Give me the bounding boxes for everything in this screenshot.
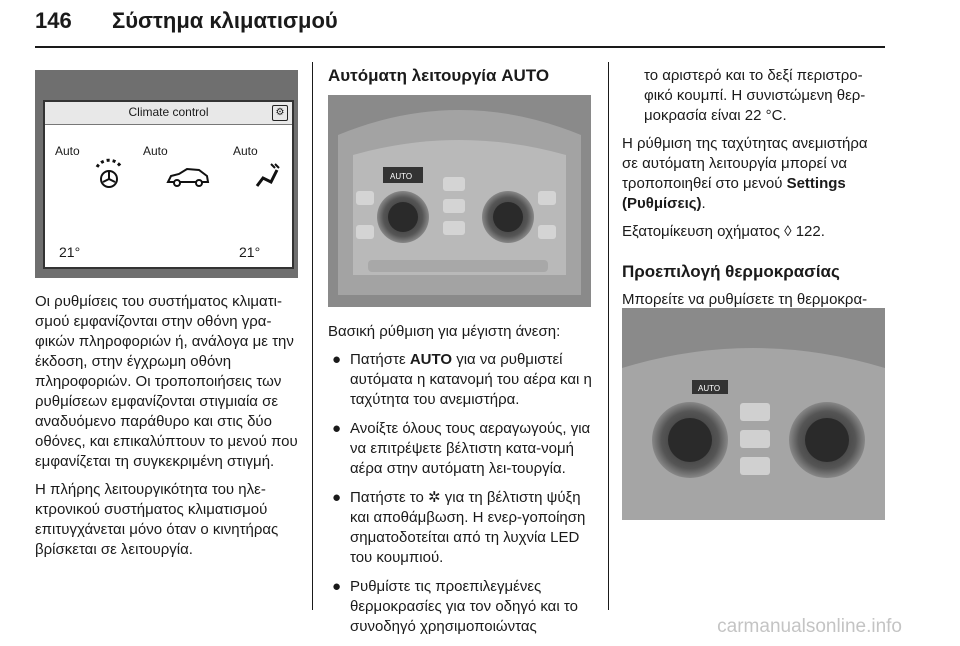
control-panel-photo <box>328 95 591 307</box>
column-divider <box>608 62 609 610</box>
climate-screen-illustration <box>35 70 298 278</box>
continued-paragraph: το αριστερό και το δεξί περιστρο-φικό κουμπί. Η συνιστώμενη θερ-μοκρασία είναι 22 °C. <box>644 67 866 124</box>
page-reference-icon: ◊ <box>784 223 792 240</box>
list-text: Πατήστε <box>350 351 410 368</box>
paragraph-text: Μπορείτε να ρυθμίσετε τη θερμοκρα- <box>622 291 868 308</box>
section-heading-temperature-preset: Προεπιλογή θερμοκρασίας <box>622 262 840 281</box>
column-divider <box>312 62 313 610</box>
climate-screen <box>43 100 294 269</box>
screen-title: Climate control <box>128 105 209 119</box>
list-text: Πατήστε το <box>350 489 429 506</box>
paragraph-text: . <box>701 195 706 212</box>
screen-title-bar <box>45 102 292 125</box>
personalisation-reference <box>622 222 885 242</box>
page-title: Σύστημα κλιματισμού <box>112 8 338 33</box>
auto-button-label: AUTO <box>390 172 413 181</box>
list-item <box>328 350 598 410</box>
auto-button-label: AUTO <box>698 384 721 393</box>
auto-fan-label: Auto <box>55 144 80 158</box>
temperature-right: 21° <box>239 244 261 260</box>
column-2 <box>328 322 598 646</box>
control-panel-photo-2 <box>622 308 885 520</box>
auto-intro: Βασική ρύθμιση για μέγιστη άνεση: <box>328 323 561 340</box>
climate-panel-illustration <box>328 95 591 307</box>
ac-snowflake-icon: ✲ <box>428 489 441 506</box>
list-text: Ρυθμίστε τις προεπιλεγμένες θερμοκρασίες για τον οδηγό και το συνοδηγό χρησιμοποιώντας <box>350 578 578 635</box>
section-heading-auto-mode: Αυτόματη λειτουργία AUTO <box>328 66 550 85</box>
header-rule <box>35 46 885 48</box>
temperature-left: 21° <box>59 244 81 260</box>
bullet-icon: ● <box>332 351 342 368</box>
auto-steps-list <box>328 350 598 637</box>
seat-airflow-icon <box>253 160 283 190</box>
list-text: Ανοίξτε όλους τους αεραγωγούς, για να επιτρέψετε βέλτιστη κατα-νομή αέρα στην αυτόματη λει-τουργία. <box>350 420 591 477</box>
paragraph-text: Εξατομίκευση οχήματος <box>622 223 785 240</box>
fan-speed-icon <box>91 157 127 191</box>
bullet-icon: ● <box>332 489 342 506</box>
page-number: 146 <box>35 8 72 33</box>
column-1 <box>35 292 300 568</box>
list-item <box>328 577 598 637</box>
paragraph-text: Η ρύθμιση της ταχύτητας ανεμιστήρα σε αυτόματη λειτουργία μπορεί να τροποποιηθεί στο μενού <box>622 135 868 192</box>
list-item <box>328 488 598 568</box>
auto-distribution-label: Auto <box>143 144 168 158</box>
list-text: για να ρυθμιστεί αυτόματα η κατανομή του αέρα και η ταχύτητα του ανεμιστήρα. <box>350 351 592 408</box>
watermark: carmanualsonline.info <box>717 616 902 637</box>
auto-seat-label: Auto <box>233 144 258 158</box>
settings-menu-label: Settings (Ρυθμίσεις) <box>622 175 846 212</box>
intro-paragraph: Οι ρυθμίσεις του συστήματος κλιματι-σμού εμφανίζονται στην οθόνη γρα-φικών πληροφοριών ή, ανάλογα με την έκδοση, στην έγχρωμη οθόνη πληροφοριών. Οι τροποποιήσεις των ρυθμίσεων εμφανίζονται στιγμιαία σε αναδυόμενο παράθυρο και στις δύο οθόνες, και επικαλύπτουν το μενού που εμφανίζεται τη συγκεκριμένη στιγμή. <box>35 293 298 470</box>
climate-panel-closeup-illustration <box>622 308 885 520</box>
column-3 <box>622 66 885 250</box>
bullet-icon: ● <box>332 420 342 437</box>
settings-icon: ⚙ <box>272 105 288 121</box>
engine-note-paragraph: Η πλήρης λειτουργικότητα του ηλε-κτρονικού συστήματος κλιματισμού επιτυγχάνεται μόνο όταν ο κινητήρας βρίσκεται σε λειτουργία. <box>35 481 279 558</box>
air-distribution-car-icon <box>165 166 211 188</box>
page-reference-number: 122. <box>791 223 825 240</box>
list-text-bold: AUTO <box>409 351 453 368</box>
bullet-icon: ● <box>332 578 342 595</box>
list-item <box>328 419 598 479</box>
fan-speed-paragraph <box>622 134 885 214</box>
list-text: για τη βέλτιστη ψύξη και αποθάμβωση. Η ενερ-γοποίηση σηματοδοτείται από τη λυχνία LED του κουμπιού. <box>350 489 586 566</box>
